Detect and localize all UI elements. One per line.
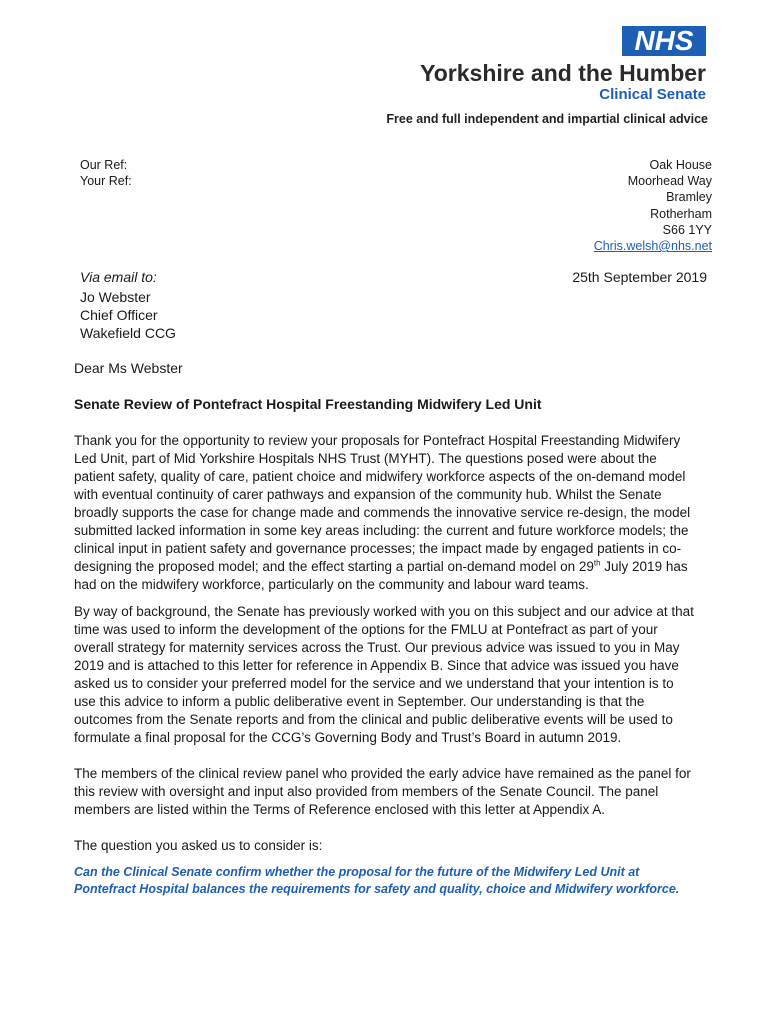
paragraph-intro-text: Thank you for the opportunity to review your proposals for Pontefract Hospital Freestanding Midwifery Led Unit, part of Mid Yorkshire Hospitals NHS Trust (MYHT). The questions posed were about the patient safety, quality of care, patient choice and midwifery workforce aspects of the on-demand model with eventual continuity of carer pathways and expansion of the community hub. Whilst the Senate broadly supports the case for change made and commends the innovative service re-design, the model submitted lacked information in some key areas including: the current and future workforce models; the clinical input in patient safety and governance processes; the impact made by engaged patients in co-designing the proposed model; and the effect starting a partial on-demand model on 29 bbox=[74, 433, 691, 574]
sender-address bbox=[594, 157, 712, 254]
org-subtitle: Clinical Senate bbox=[599, 86, 706, 103]
address-line: Moorhead Way bbox=[627, 174, 712, 189]
paragraph-background: By way of background, the Senate has previously worked with you on this subject and our advice at that time was used to inform the development of the options for the FMLU at Pontefract as part of your overall strategy for maternity services across the Trust. Our previous advice was issued to you in May 2019 and is attached to this letter for reference in Appendix B. Since that advice was issued you have asked us to consider your preferred model for the service and we understand that your intention is to use this advice to inform a public deliberative event in September. Our understanding is that the outcomes from the Senate reports and from the clinical and public deliberative events will be used to formulate a final proposal for the CCG’s Governing Body and Trust’s Board in autumn 2019. bbox=[74, 604, 694, 745]
your-ref: Your Ref: bbox=[80, 174, 132, 188]
salutation: Dear Ms Webster bbox=[74, 360, 183, 376]
via-email-label: Via email to: bbox=[80, 269, 157, 285]
recipient-name: Jo Webster bbox=[80, 289, 151, 305]
letter-body bbox=[74, 432, 696, 907]
recipient-role: Chief Officer bbox=[80, 307, 158, 323]
tagline: Free and full independent and impartial clinical advice bbox=[386, 112, 708, 126]
paragraph-question-intro: The question you asked us to consider is: bbox=[74, 838, 323, 853]
nhs-logo: NHS bbox=[622, 26, 706, 56]
email-link[interactable]: Chris.welsh@nhs.net bbox=[593, 239, 712, 254]
recipient-block bbox=[80, 288, 176, 342]
paragraph-intro bbox=[74, 432, 696, 594]
address-line: Oak House bbox=[649, 158, 712, 172]
org-name: Yorkshire and the Humber bbox=[420, 60, 706, 86]
paragraph-intro-text-end: July 2019 has had on the midwifery workforce, particularly on the community and labour ward teams. bbox=[74, 559, 688, 592]
address-line: Bramley bbox=[666, 190, 712, 205]
address-line: Rotherham bbox=[650, 206, 712, 221]
paragraph-panel: The members of the clinical review panel who provided the early advice have remained as the panel for this review with oversight and input also provided from members of the Senate Council. The panel members are listed within the Terms of Reference enclosed with this letter at Appendix A. bbox=[74, 766, 691, 817]
question-text: Can the Clinical Senate confirm whether the proposal for the future of the Midwifery Led Unit at Pontefract Hospital balances the requirements for safety and quality, choice and Midwifery workforce. bbox=[74, 865, 680, 896]
recipient-org: Wakefield CCG bbox=[80, 325, 176, 341]
reference-block bbox=[80, 157, 132, 189]
letter-date: 25th September 2019 bbox=[572, 269, 707, 285]
ordinal-suffix: th bbox=[593, 558, 601, 568]
letter-subject: Senate Review of Pontefract Hospital Freestanding Midwifery Led Unit bbox=[74, 396, 542, 412]
our-ref: Our Ref: bbox=[80, 158, 128, 172]
address-line: S66 1YY bbox=[662, 222, 712, 237]
